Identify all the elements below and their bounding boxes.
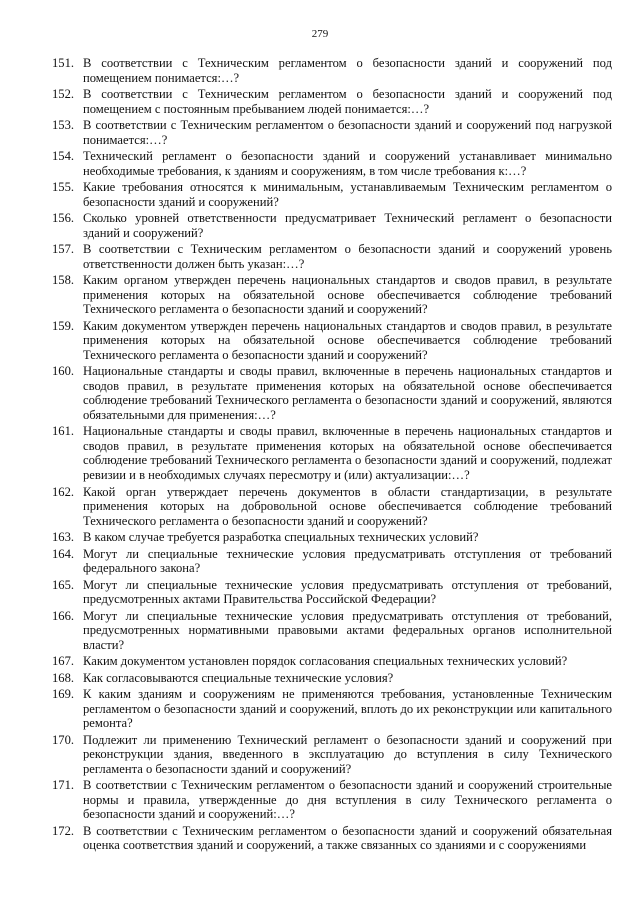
question-item	[52, 578, 612, 607]
question-text: Могут ли специальные технические условия предусматривать отступления от требований, предусмотренных нормативными правовыми актами федеральных органов исполнительной власти?	[83, 608, 612, 652]
question-text: В соответствии с Техническим регламентом о безопасности зданий и сооружений обязательная оценка соответствия зданий и сооружений, а также связанных со зданиями и с сооружениями	[83, 823, 612, 853]
question-item	[52, 273, 612, 317]
question-text: Сколько уровней ответственности предусматривает Технический регламент о безопасности зданий и сооружений?	[83, 211, 612, 240]
question-number: 156.	[52, 211, 75, 226]
question-item	[52, 118, 612, 147]
question-item	[52, 654, 612, 669]
question-text: В соответствии с Техническим регламентом о безопасности зданий и сооружений под помещением понимается:…?	[83, 56, 612, 85]
question-text: Подлежит ли применению Технический регламент о безопасности зданий и сооружений при реконструкции здания, введенного в эксплуатацию до вступления в силу Технического регламента о безопасности зданий и сооружений?	[83, 732, 612, 776]
question-item	[52, 485, 612, 529]
question-item	[52, 687, 612, 731]
question-text: Могут ли специальные технические условия предусматривать отступления от требований, предусмотренных актами Правительства Российской Федерации?	[83, 577, 612, 607]
question-text: В соответствии с Техническим регламентом о безопасности зданий и сооружений под помещением с постоянным пребыванием людей понимается:…?	[83, 87, 612, 116]
question-item	[52, 364, 612, 422]
question-text: В соответствии с Техническим регламентом о безопасности зданий и сооружений уровень ответственности должен быть указан:…?	[83, 242, 612, 271]
question-number: 169.	[52, 687, 75, 702]
question-text: Национальные стандарты и своды правил, включенные в перечень национальных стандартов и сводов правил, в результате применения которых на обязательной основе обеспечивается соблюдение требований Технического регламента о безопасности зданий и сооружений, подлежат ревизии и в необходимых случаях пересмотру и (или) актуализации:…?	[83, 424, 612, 482]
question-number: 172.	[52, 823, 75, 838]
question-item	[52, 530, 612, 545]
question-list	[52, 56, 612, 855]
question-item	[52, 319, 612, 363]
question-number: 159.	[52, 318, 75, 333]
question-number: 152.	[52, 87, 75, 102]
question-number: 157.	[52, 242, 75, 257]
question-item	[52, 671, 612, 686]
page-number: 279	[311, 28, 329, 40]
question-text: Могут ли специальные технические условия предусматривать отступления от требований федерального закона?	[83, 546, 612, 576]
question-number: 167.	[52, 654, 75, 669]
question-text: В каком случае требуется разработка специальных технических условий?	[83, 530, 479, 545]
question-number: 161.	[52, 424, 75, 439]
question-text: К каким зданиям и сооружениям не применяются требования, установленные Техническим регламентом о безопасности зданий и сооружений, вплоть до их реконструкции или капитального ремонта?	[83, 687, 612, 731]
question-number: 158.	[52, 273, 75, 288]
question-item	[52, 242, 612, 271]
question-number: 170.	[52, 732, 75, 747]
question-text: Как согласовываются специальные технические условия?	[83, 670, 394, 685]
question-text: В соответствии с Техническим регламентом о безопасности зданий и сооружений под нагрузкой понимается:…?	[83, 118, 612, 147]
question-text: Национальные стандарты и своды правил, включенные в перечень национальных стандартов и сводов правил, в результате применения которых на обязательной основе обеспечивается соблюдение требований Технического регламента о безопасности зданий и сооружений, являются обязательными для применения:…?	[83, 364, 612, 422]
question-text: Технический регламент о безопасности зданий и сооружений устанавливает минимально необходимые требования, к зданиям и сооружениям, в том числе требования к:…?	[83, 149, 612, 178]
question-number: 151.	[52, 56, 75, 70]
question-number: 165.	[52, 577, 75, 592]
question-text: Каким документом установлен порядок согласования специальных технических условий?	[83, 654, 568, 669]
question-item	[52, 149, 612, 178]
question-item	[52, 824, 612, 853]
question-item	[52, 733, 612, 777]
question-item	[52, 547, 612, 576]
question-number: 155.	[52, 180, 75, 195]
question-number: 153.	[52, 118, 75, 133]
question-number: 154.	[52, 149, 75, 164]
question-text: Каким органом утвержден перечень национальных стандартов и сводов правил, в результате применения которых на обязательной основе обеспечивается соблюдение требований Технического регламента о безопасности зданий и сооружений?	[83, 273, 612, 317]
question-text: В соответствии с Техническим регламентом о безопасности зданий и сооружений строительные нормы и правила, утвержденные до дня вступления в силу Технического регламента о безопасности зданий и сооружений:…?	[83, 778, 612, 822]
question-item	[52, 778, 612, 822]
question-number: 160.	[52, 364, 75, 379]
question-item	[52, 609, 612, 653]
question-number: 162.	[52, 484, 75, 499]
question-number: 168.	[52, 670, 75, 685]
question-number: 163.	[52, 530, 75, 545]
question-item	[52, 87, 612, 116]
question-item	[52, 424, 612, 482]
question-number: 171.	[52, 778, 75, 793]
question-text: Какие требования относятся к минимальным, устанавливаемым Техническим регламентом о безопасности зданий и сооружений?	[83, 180, 612, 209]
question-text: Каким документом утвержден перечень национальных стандартов и сводов правил, в результате применения которых на обязательной основе обеспечивается соблюдение требований Технического регламента о безопасности зданий и сооружений?	[83, 318, 612, 362]
question-number: 164.	[52, 546, 75, 561]
question-item	[52, 180, 612, 209]
question-item	[52, 211, 612, 240]
question-item	[52, 56, 612, 85]
question-number: 166.	[52, 608, 75, 623]
question-text: Какой орган утверждает перечень документов в области стандартизации, в результате применения которых на добровольной основе обеспечивается соблюдение требований Технического регламента о безопасности зданий и сооружений?	[83, 484, 612, 528]
